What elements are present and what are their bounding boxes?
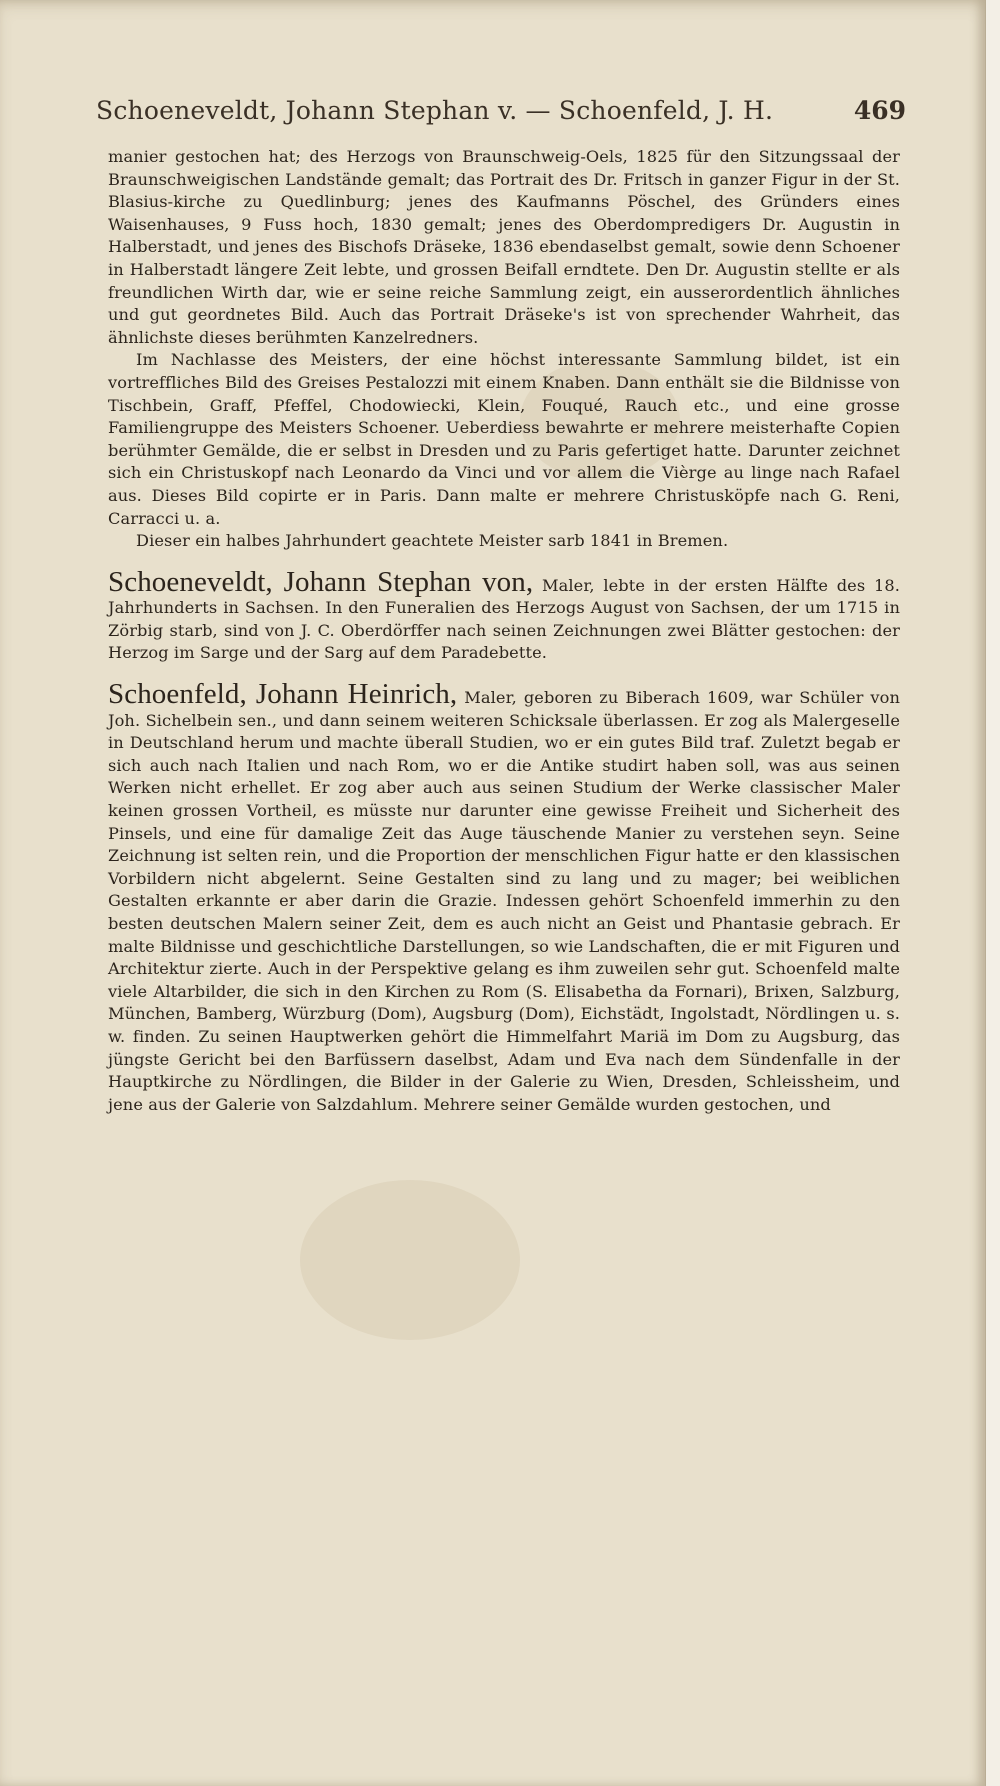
entry-headword: Schoenfeld, Johann Heinrich, — [108, 678, 458, 711]
page-header — [96, 96, 906, 136]
paper-stain — [300, 1180, 520, 1340]
paragraph-death: Dieser ein halbes Jahrhundert geachtete Meister sarb 1841 in Bremen. — [136, 531, 729, 551]
entry-text: Maler, geboren zu Biberach 1609, war Schüler von Joh. Sichelbein sen., und dann seinem weiteren Schicksale überlassen. Er zog als Malergeselle in Deutschland herum und machte überall Studien, wo er ein gutes Bild traf. Zuletzt begab er sich auch nach Italien und nach Rom, wo er die Antike studirt haben soll, was aus seinen Werken nicht erhellet. Er zog aber auch aus seinen Studium der Werke classischer Maler keinen grossen Vortheil, es müsste nur darunter eine gewisse Freiheit und Sicherheit des Pinsels, und eine für damalige Zeit das Auge täuschende Manier zu verstehen seyn. Seine Zeichnung ist selten rein, und die Proportion der menschlichen Figur hatte er den klassischen Vorbildern nicht abgelernt. Seine Gestalten sind zu lang und zu mager; bei weiblichen Gestalten erkannte er aber darin die Grazie. Indessen gehört Schoenfeld immerhin zu den besten deutschen Malern seiner Zeit, dem es auch nicht an Geist und Phantasie gebrach. Er malte Bildnisse und geschichtliche Darstellungen, so wie Landschaften, die er mit Figuren und Architektur zierte. Auch in der Perspektive gelang es ihm zuweilen sehr gut. Schoenfeld malte viele Altarbilder, die sich in den Kirchen zu Rom (S. Elisabetha da Fornari), Brixen, Salzburg, München, Bamberg, Würzburg (Dom), Augsburg (Dom), Eichstädt, Ingolstadt, Nördlingen u. s. w. finden. Zu seinen Hauptwerken gehört die Himmelfahrt Mariä im Dom zu Augsburg, das jüngste Gericht bei den Barfüssern daselbst, Adam und Eva nach dem Sündenfalle in der Hauptkirche zu Nördlingen, die Bilder in der Galerie zu Wien, Dresden, Schleissheim, und jene aus der Galerie von Salzdahlum. Mehrere seiner Gemälde wurden gestochen, und — [108, 688, 901, 1114]
entry-text: Maler, lebte in der ersten Hälfte des 18. Jahrhunderts in Sachsen. In den Funeralien des Herzogs August von Sachsen, der um 1715 in Zörbig starb, sind von J. C. Oberdörffer nach seinen Zeichnungen zwei Blätter gestochen: der Herzog im Sarge und der Sarg auf dem Paradebette. — [108, 575, 900, 663]
page-edge — [985, 0, 1000, 1786]
page-number: 469 — [853, 96, 906, 125]
paragraph-continued: manier gestochen hat; des Herzogs von Braunschweig-Oels, 1825 für den Sitzungssaal der Braunschweigischen Landstände gemalt; das Portrait des Dr. Fritsch in ganzer Figur in der St. Blasius-kirche zu Quedlinburg; jenes des Kaufmanns Pöschel, des Gründers eines Waisenhauses, 9 Fuss hoch, 1830 gemalt; jenes des Oberdompredigers Dr. Augustin in Halberstadt, und jenes des Bischofs Dräseke, 1836 ebendaselbst gemalt, sowie denn Schoener in Halberstadt längere Zeit lebte, und grossen Beifall erndtete. Den Dr. Augustin stellte er als freundlichen Wirth dar, wie er seine reiche Sammlung zeigt, ein ausserordentlich ähnliches und gut geordnetes Bild. Auch das Portrait Dräseke's ist von sprechender Wahrheit, das ähnlichste dieses berühmten Kanzelredners. — [108, 147, 900, 347]
page-content — [108, 146, 900, 1116]
entry-headword: Schoeneveldt, Johann Stephan von, — [108, 565, 534, 598]
running-title: Schoeneveldt, Johann Stephan v. — Schoenfeld, J. H. — [96, 96, 774, 125]
entry-schoenfeld — [108, 678, 901, 1116]
entry-schoeneveldt — [108, 565, 900, 665]
paragraph-nachlass: Im Nachlasse des Meisters, der eine höchst interessante Sammlung bildet, ist ein vortreffliches Bild des Greises Pestalozzi mit einem Knaben. Dann enthält sie die Bildnisse von Tischbein, Graff, Pfeffel, Chodowiecki, Klein, Fouqué, Rauch etc., und eine grosse Familiengruppe des Meisters Schoener. Ueberdiess bewahrte er mehrere meisterhafte Copien berühmter Gemälde, die er selbst in Dresden und zu Paris gefertiget hatte. Darunter zeichnet sich ein Christuskopf nach Leonardo da Vinci und vor allem die Vièrge au linge nach Rafael aus. Dieses Bild copirte er in Paris. Dann malte er mehrere Christusköpfe nach G. Reni, Carracci u. a. — [108, 350, 900, 528]
